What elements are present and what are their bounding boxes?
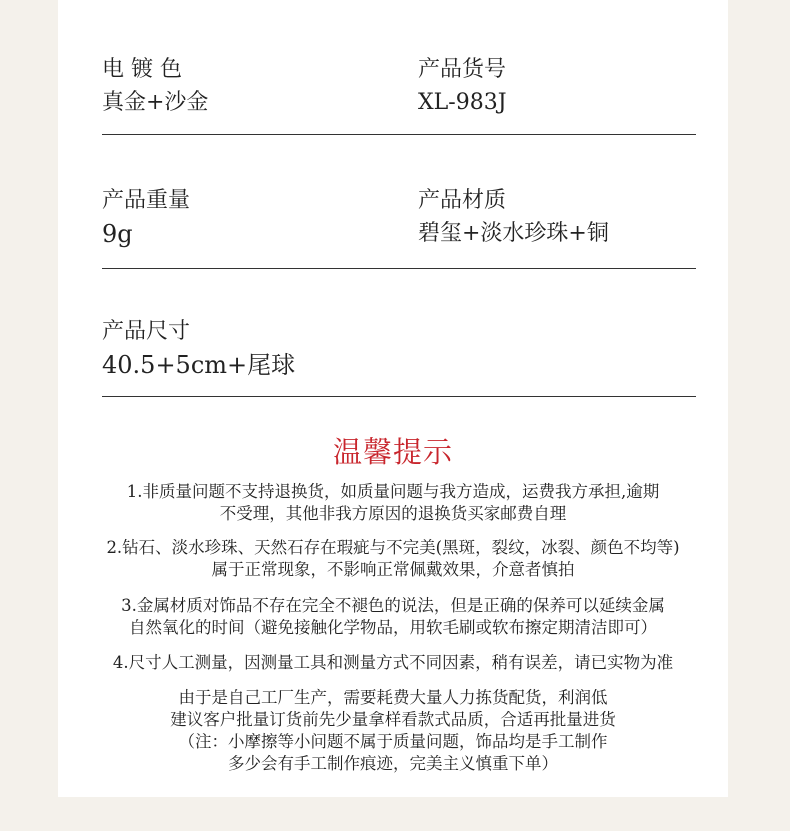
tip-item-2 — [78, 537, 708, 581]
tip-line: 1.非质量问题不支持退换货，如质量问题与我方造成，运费我方承担,逾期 — [126, 482, 660, 501]
tip-line: 不受理，其他非我方原因的退换货买家邮费自理 — [219, 504, 567, 523]
spec-label: 电 镀 色 — [102, 57, 182, 82]
spec-value: XL-983J — [418, 90, 507, 115]
spec-size — [102, 318, 295, 379]
spec-label: 产品材质 — [418, 188, 507, 213]
tip-line: 4.尺寸人工测量，因测量工具和测量方式不同因素，稍有误差，请已实物为准 — [112, 653, 674, 672]
tip-line: 2.钻石、淡水珍珠、天然石存在瑕疵与不完美(黑斑，裂纹，冰裂、颜色不均等) — [106, 538, 680, 557]
tip-item-3 — [78, 595, 708, 639]
spec-plating-color — [102, 56, 208, 117]
spec-material — [418, 187, 609, 248]
tip-item-4 — [78, 652, 708, 674]
spec-label: 产品尺寸 — [102, 319, 191, 344]
tip-item-1 — [78, 481, 708, 525]
divider — [102, 396, 696, 397]
tips-title: 温馨提示 — [332, 435, 453, 469]
spec-value: 9g — [102, 220, 133, 248]
spec-value: 碧玺+淡水珍珠+铜 — [418, 221, 609, 246]
spec-value: 真金+沙金 — [102, 90, 209, 115]
tip-line: 属于正常现象，不影响正常佩戴效果，介意者慎拍 — [211, 560, 575, 579]
note-line: （注：小摩擦等小问题不属于质量问题，饰品均是手工制作 — [178, 732, 608, 751]
spec-label: 产品货号 — [418, 57, 507, 82]
tip-line: 3.金属材质对饰品不存在完全不褪色的说法，但是正确的保养可以延续金属 — [121, 596, 665, 615]
spec-weight — [102, 187, 190, 248]
note-line: 多少会有手工制作痕迹，完美主义慎重下单） — [228, 754, 558, 773]
divider — [102, 268, 696, 269]
tip-note — [78, 687, 708, 775]
tip-line: 自然氧化的时间（避免接触化学物品，用软毛刷或软布擦定期清洁即可） — [129, 618, 657, 637]
divider — [102, 134, 696, 135]
spec-value: 40.5+5cm+尾球 — [102, 351, 296, 379]
note-line: 建议客户批量订货前先少量拿样看款式品质，合适再批量进货 — [170, 710, 616, 729]
spec-label: 产品重量 — [102, 188, 191, 213]
spec-item-number — [418, 56, 507, 117]
note-line: 由于是自己工厂生产，需要耗费大量人力拣货配货，利润低 — [178, 688, 608, 707]
product-info-card — [58, 0, 728, 797]
